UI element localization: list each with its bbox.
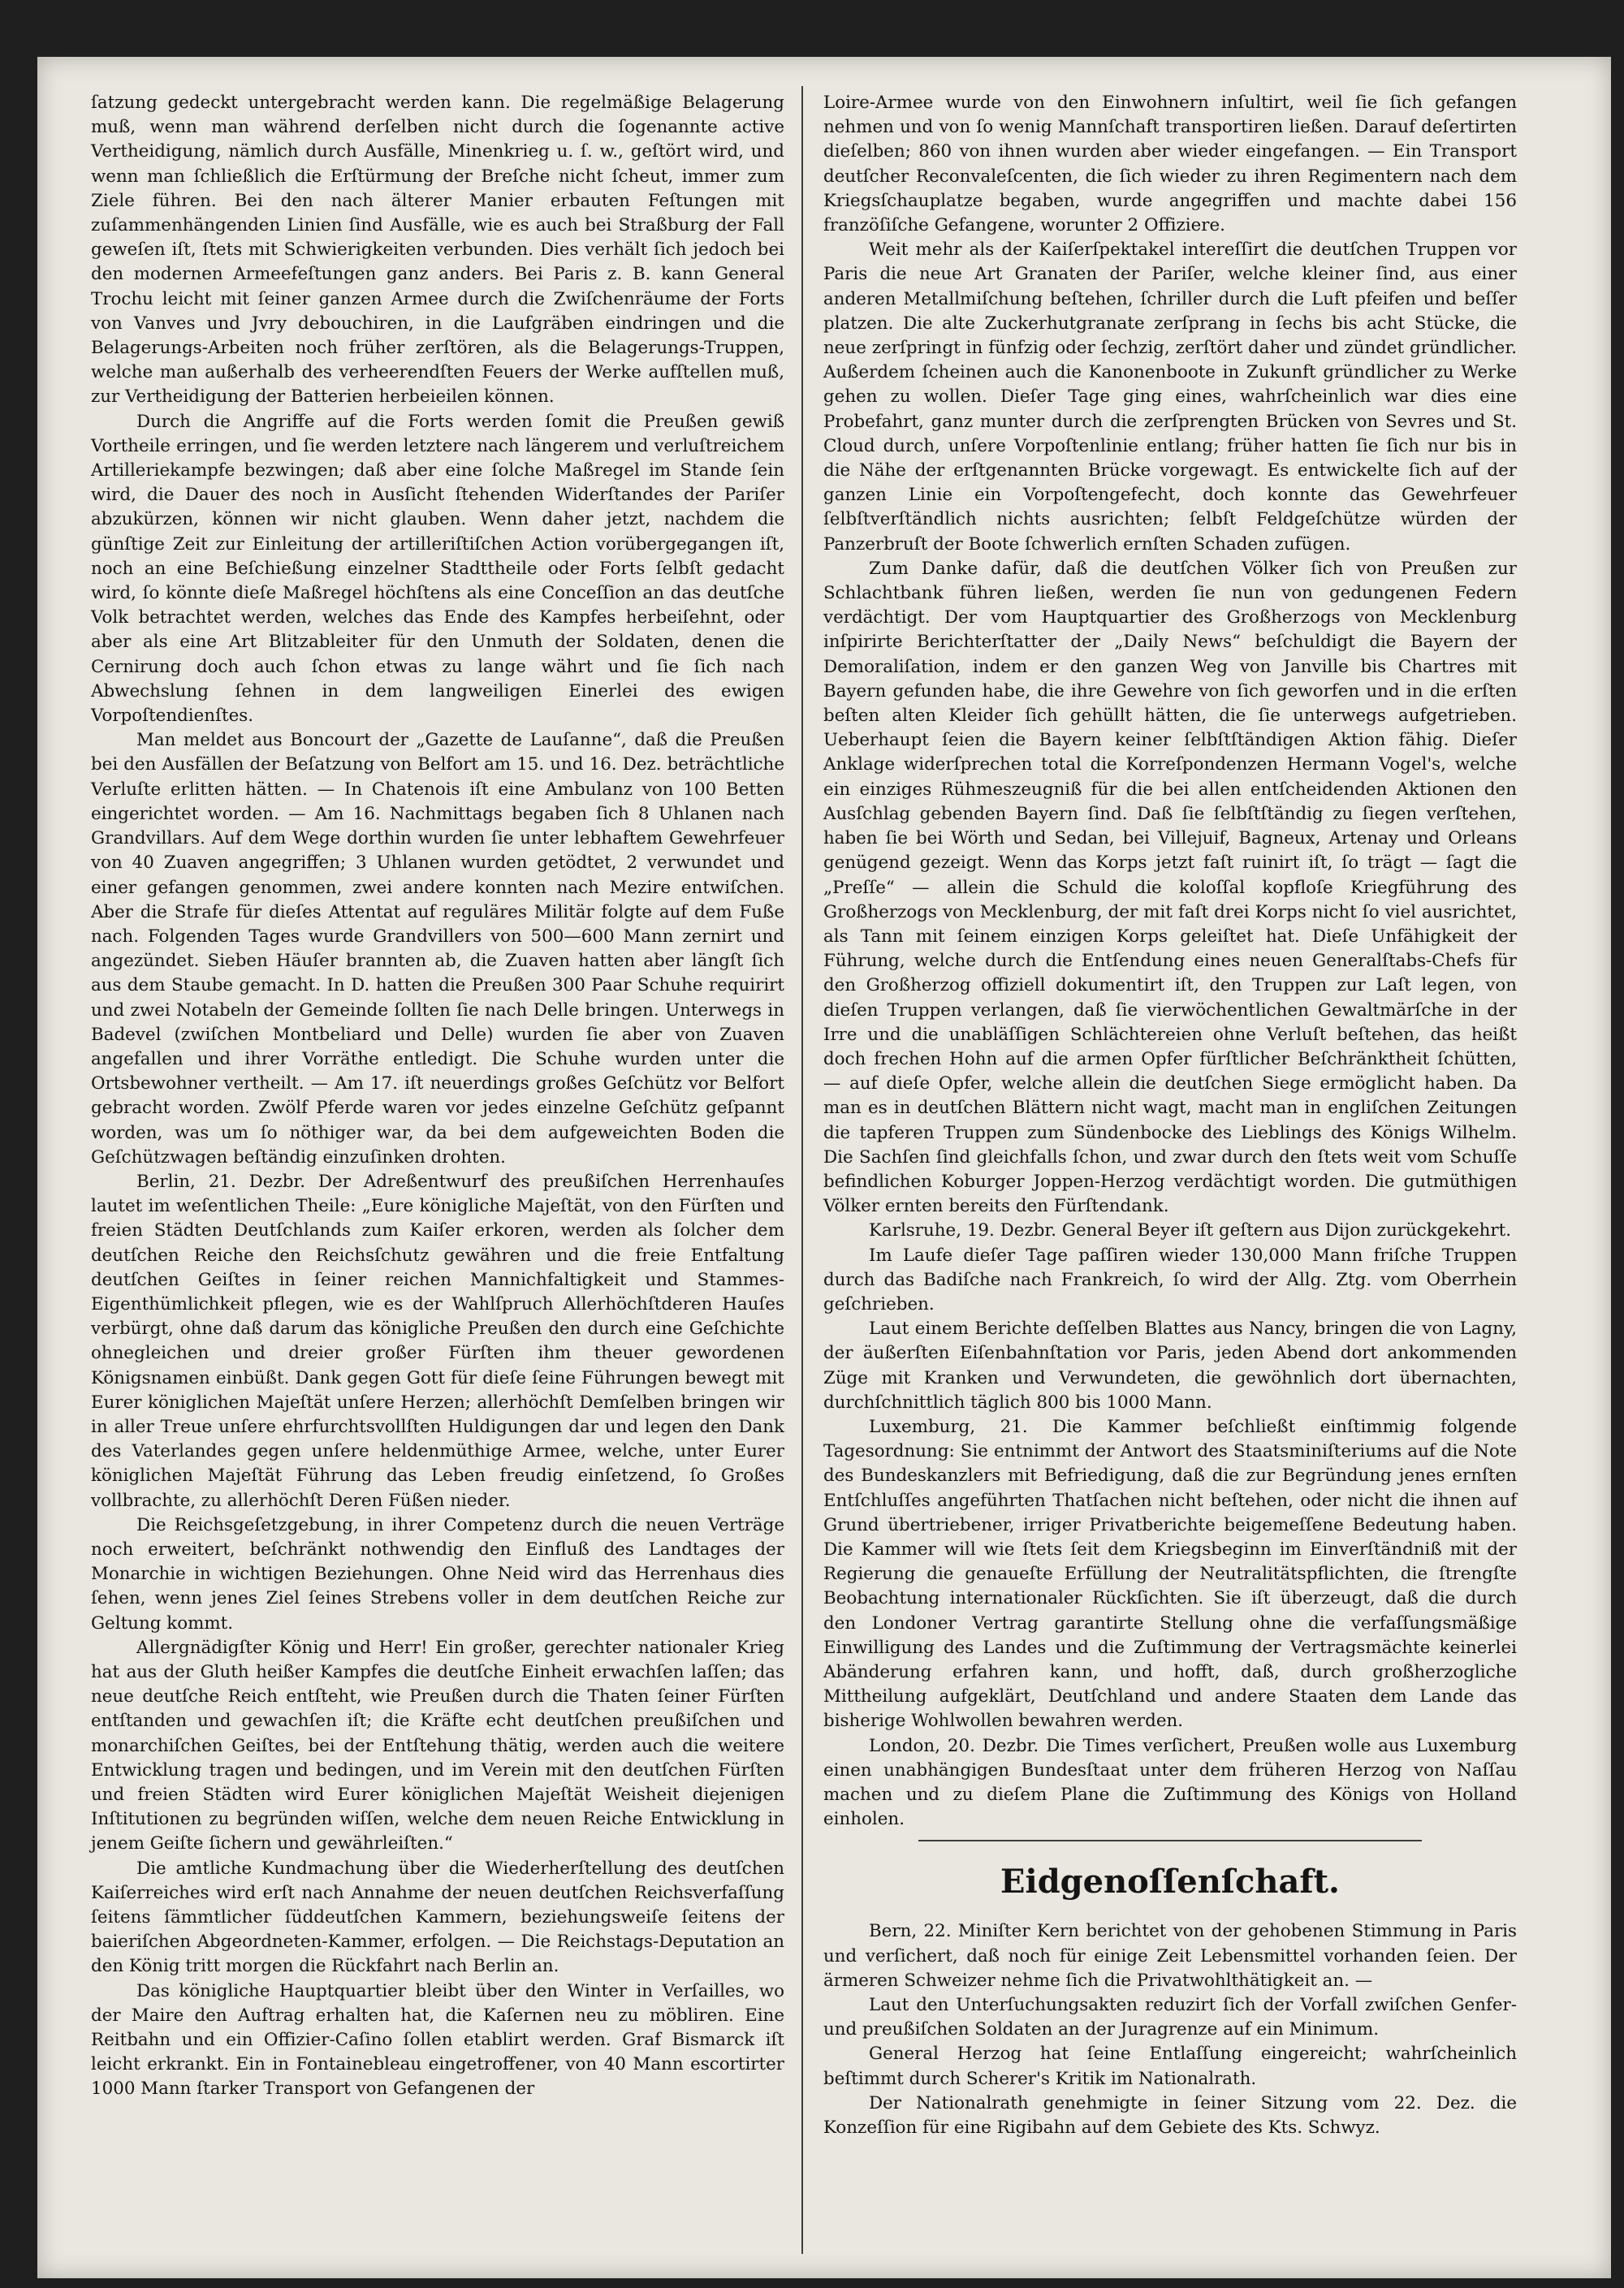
paragraph-untersuchungsakten: Laut den Unterſuchungsakten reduzirt ſich der Vorfall zwiſchen Genfer- und preußiſchen Soldaten an der Juragrenze auf ein Minimum. xyxy=(823,1995,1517,2040)
newspaper-page xyxy=(37,57,1611,2278)
paragraph-hauptquartier: Das königliche Hauptquartier bleibt über den Winter in Verſailles, wo der Maire den Auftrag erhalten hat, die Kaſernen neu zu möbliren. Eine Reitbahn und ein Offizier-Caſino ſollen etablirt werden. Graf Bismarck iſt leicht erkrankt. Ein in Fontainebleau eingetroffener, von 40 Mann escortirter 1000 Mann ſtarker Transport von Gefangenen der xyxy=(91,1980,784,2100)
left-column xyxy=(91,91,784,2102)
paragraph-general-herzog: General Herzog hat ſeine Entlaſſung eingereicht; wahrſcheinlich beſtimmt durch Scherer's Kritik im Nationalrath. xyxy=(823,2044,1517,2089)
paragraph-nancy-bericht: Laut einem Berichte deſſelben Blattes aus Nancy, bringen die von Lagny, der äußerſten Eiſenbahnſtation vor Paris, jeden Abend dort ankommenden Züge mit Kranken und Verwundeten, die gewöhnlich dort übernachten, durchſchnittlich täglich 800 bis 1000 Mann. xyxy=(823,1319,1517,1413)
column-divider xyxy=(801,86,803,2254)
paragraph-nationalrath: Der Nationalrath genehmigte in ſeiner Sitzung vom 22. Dez. die Konzeſſion für eine Rigibahn auf dem Gebiete des Kts. Schwyz. xyxy=(823,2092,1517,2139)
section-heading-eidgenossenschaft: Eidgenoſſenſchaft. xyxy=(1000,1863,1340,1902)
paragraph-fortress-siege: ſatzung gedeckt untergebracht werden kann. Die regelmäßige Belagerung muß, wenn man während derſelben nicht durch die ſogenannte active Vertheidigung, nämlich durch Ausfälle, Minenkrieg u. ſ. w., geſtört wird, und wenn man ſchließlich die Erſtürmung der Breſche nicht ſcheut, immer zum Ziele führen. Bei den nach älterer Manier erbauten Feſtungen mit zuſammenhängenden Linien ſind Ausfälle, wie es auch bei Straßburg der Fall geweſen iſt, ſtets mit Schwierigkeiten verbunden. Dies verhält ſich jedoch bei den modernen Armeefeſtungen ganz anders. Bei Paris z. B. kann General Trochu leicht mit ſeiner ganzen Armee durch die Zwiſchenräume der Forts von Vanves und Jvry debouchiren, in die Laufgräben eindringen und die Belagerungs-Arbeiten noch früher zerſtören, als die Belagerungs-Truppen, welche man außerhalb des verheerendſten Feuers der Werke aufſtellen muß, zur Vertheidigung der Batterien herbeieilen können. xyxy=(91,93,784,408)
paragraph-granaten: Weit mehr als der Kaiſerſpektakel intereſſirt die deutſchen Truppen vor Paris die neue Art Granaten der Pariſer, welche kleiner ſind, aus einer anderen Metallmiſchung beſtehen, ſchriller durch die Luft pfeifen und beſſer platzen. Die alte Zuckerhutgranate zerſprang in ſechs bis acht Stücke, die neue zerſpringt in fünfzig oder ſechzig, zerſtört daher und zündet gründlicher. Außerdem ſcheinen auch die Kanonenboote in Zukunft gründlicher zu Werke gehen zu wollen. Dieſer Tage ging eines, wahrſcheinlich war dies eine Probefahrt, ganz munter durch die zerſprengten Brücken von Sevres und St. Cloud durch, unſere Vorpoſtenlinie entlang; früher hatten ſie ſich nur bis in die Nähe der erſtgenannten Brücke vorgewagt. Es entwickelte ſich auf der ganzen Linie ein Vorpoſtengefecht, doch konnte das Gewehrfeuer ſelbſtverſtändlich nichts ausrichten; ſelbſt Feldgeſchütze würden der Panzerbruſt der Boote ſchwerlich ernſten Schaden zufügen. xyxy=(823,240,1517,555)
paragraph-truppen-durchzug: Im Laufe dieſer Tage paſſiren wieder 130,000 Mann friſche Truppen durch das Badiſche nach Frankreich, ſo wird der Allg. Ztg. vom Oberrhein geſchrieben. xyxy=(823,1245,1517,1315)
paragraph-reichsgesetzgebung: Die Reichsgeſetzgebung, in ihrer Competenz durch die neuen Verträge noch erweitert, beſchränkt nothwendig den Einfluß des Landtages der Monarchie in wichtigen Beziehungen. Ohne Neid wird das Herrenhaus dies ſehen, wenn jenes Ziel ſeines Strebens voller in dem deutſchen Reiche zur Geltung kommt. xyxy=(91,1514,784,1634)
paragraph-zum-danke: Zum Danke dafür, daß die deutſchen Völker ſich von Preußen zur Schlachtbank führen ließen, werden ſie nun von gedungenen Federn verdächtigt. Der vom Hauptquartier des Großherzogs von Mecklenburg inſpirirte Berichterſtatter der „Daily News“ beſchuldigt die Bayern der Demoraliſation, indem er den ganzen Weg von Janville bis Chartres mit Bayern gefunden habe, die ihre Gewehre von ſich geworfen und in die erſten beſten alten Kleider ſich gehüllt hätten, die ſie unterwegs aufgetrieben. Ueberhaupt ſeien die Bayern keiner ſelbſtſtändigen Aktion fähig. Dieſer Anklage widerſprechen total die Korreſpondenzen Hermann Vogel's, welche ein einziges Rühmeszeugniß für die bei allen entſcheidenden Aktionen den Ausſchlag gebenden Bayern ſind. Daß ſie ſelbſtſtändig zu ſiegen verſtehen, haben ſie bei Wörth und Sedan, bei Villejuif, Bagneux, Artenay und Orleans genügend gezeigt. Wenn das Korps jetzt faſt ruinirt iſt, ſo trägt — ſagt die „Preſſe“ — allein die Schuld die koloſſal kopfloſe Kriegführung des Großherzogs von Mecklenburg, der mit faſt drei Korps nicht ſo viel ausrichtet, als Tann mit ſeinem einzigen Korps geleiſtet hat. Dieſe Unfähigkeit der Führung, welche durch die Entſendung eines neuen Generalſtabs-Chefs für den Großherzog offiziell dokumentirt iſt, den Truppen zur Laſt legen, von dieſen Truppen verlangen, daß ſie vierwöchentlichen Gewaltmärſche in der Irre und die unabläſſigen Schlächtereien ohne Verluſt beſtehen, das heißt doch frechen Hohn auf die armen Opfer fürſtlicher Beſchränktheit ſchütten, — auf dieſe Opfer, welche allein die deutſchen Siege ermöglicht haben. Da man es in deutſchen Blättern nicht wagt, macht man in engliſchen Zeitungen die tapferen Truppen zum Sündenbocke des Lieblings des Königs Wilhelm. Die Sachſen ſind gleichfalls ſchon, und zwar durch den ſtets weit vom Schuſſe befindlichen Koburger Joppen-Herzog verdächtigt worden. Die gutmüthigen Völker ernten bereits den Fürſtendank. xyxy=(823,558,1517,1217)
paragraph-luxemburg: Luxemburg, 21. Die Kammer beſchließt einſtimmig folgende Tagesordnung: Sie entnimmt der Antwort des Staatsminiſteriums auf die Note des Bundeskanzlers mit Befriedigung, daß die zur Begründung jenes ernſten Entſchluſſes angeführten Thatſachen nicht beſtehen, oder nicht die ihnen auf Grund übertriebener, irriger Privatberichte beigemeſſene Bedeutung haben. Die Kammer will wie ſtets ſeit dem Kriegsbeginn im Einverſtändniß mit der Regierung die genaueſte Erfüllung der Neutralitätspflichten, die ſtrengſte Beobachtung internationaler Rückſichten. Sie iſt überzeugt, daß die durch den Londoner Vertrag garantirte Stellung ohne die verfaſſungsmäßige Einwilligung des Landes und die Zuſtimmung der Vertragsmächte keinerlei Abänderung erfahren kann, und hofft, daß, durch großherzogliche Mittheilung aufgeklärt, Deutſchland und andere Staaten dem Lande das bisherige Wohlwollen bewahren werden. xyxy=(823,1416,1517,1732)
paragraph-london: London, 20. Dezbr. Die Times verſichert, Preußen wolle aus Luxemburg einen unabhängigen Bundesſtaat unter dem früheren Herzog von Naſſau machen und zu dieſem Plane die Zuſtimmung des Königs von Holland einholen. xyxy=(823,1735,1517,1830)
paragraph-kundmachung: Die amtliche Kundmachung über die Wiederherſtellung des deutſchen Kaiſerreiches wird erſt nach Annahme der neuen deutſchen Reichsverfaſſung ſeitens ſämmtlicher ſüddeutſchen Kammern, beziehungsweiſe ſeitens der baieriſchen Abgeordneten-Kammer, erfolgen. — Die Reichstags-Deputation an den König tritt morgen die Rückfahrt nach Berlin an. xyxy=(91,1858,784,1977)
paragraph-attacks-on-forts: Durch die Angriffe auf die Forts werden ſomit die Preußen gewiß Vortheile erringen, und ſie werden letztere nach längerem und verluſtreichem Artilleriekampfe bezwingen; daß aber eine ſolche Maßregel im Stande ſein wird, die Dauer des noch in Ausſicht ſtehenden Widerſtandes der Pariſer abzukürzen, können wir nicht glauben. Wenn daher jetzt, nachdem die günſtige Zeit zur Einleitung der artilleriſtiſchen Action vorübergegangen iſt, noch an eine Beſchießung einzelner Stadttheile oder Forts ſelbſt gedacht wird, ſo könnte dieſe Maßregel höchſtens als eine Conceſſion an das deutſche Volk betrachtet werden, welches das Ende des Kampfes herbeiſehnt, oder aber als eine Art Blitzableiter für den Unmuth der Soldaten, denen die Cernirung doch auch ſchon etwas zu lange währt und ſie ſich nach Abwechslung ſehnen in dem langweiligen Einerlei des ewigen Vorpoſtendienſtes. xyxy=(91,411,784,727)
section-rule xyxy=(918,1840,1422,1841)
paragraph-bern: Bern, 22. Miniſter Kern berichtet von der gehobenen Stimmung in Paris und verſichert, daß noch für einige Zeit Lebensmittel vorhanden ſeien. Der ärmeren Schweizer nehme ſich die Privatwohlthätigkeit an. — xyxy=(823,1921,1517,1991)
right-column xyxy=(823,91,1517,2140)
paragraph-belfort-report: Man meldet aus Boncourt der „Gazette de Lauſanne“, daß die Preußen bei den Ausfällen der Beſatzung von Belfort am 15. und 16. Dez. beträchtliche Verluſte erlitten hätten. — In Chatenois iſt eine Ambulanz von 100 Betten eingerichtet worden. — Am 16. Nachmittags begaben ſich 8 Uhlanen nach Grandvillars. Auf dem Wege dorthin wurden ſie unter lebhaftem Gewehrfeuer von 40 Zuaven angegriffen; 3 Uhlanen wurden getödtet, 2 verwundet und einer gefangen genommen, zwei andere konnten nach Mezire entwiſchen. Aber die Strafe für dieſes Attentat auf reguläres Militär folgte auf dem Fuße nach. Folgenden Tages wurde Grandvillers von 500—600 Mann zernirt und angezündet. Sieben Häuſer brannten ab, die Zuaven hatten aber längſt ſich aus dem Staube gemacht. In D. hatten die Preußen 300 Paar Schuhe requirirt und zwei Notabeln der Gemeinde ſollten ſie nach Delle bringen. Unterwegs in Badevel (zwiſchen Montbeliard und Delle) wurden ſie aber von Zuaven angefallen und ihrer Vorräthe entledigt. Die Schuhe wurden unter die Ortsbewohner vertheilt. — Am 17. iſt neuerdings großes Geſchütz vor Belfort gebracht worden. Zwölf Pferde waren vor jedes einzelne Geſchütz geſpannt worden, was um ſo nöthiger war, da bei dem aufgeweichten Boden die Geſchützwagen beſtändig einzuſinken drohten. xyxy=(91,730,784,1168)
paragraph-allergnaedigster: Allergnädigſter König und Herr! Ein großer, gerechter nationaler Krieg hat aus der Gluth heißer Kampfes die deutſche Einheit erwachſen laſſen; das neue deutſche Reich entſteht, wie Preußen durch die Thaten ſeiner Fürſten entſtanden und gewachſen iſt; die Kräfte echt deutſchen preußiſchen und monarchiſchen Geiſtes, bei der Entſtehung thätig, werden auch die weitere Entwicklung tragen und bedingen, und im Verein mit den deutſchen Fürſten und freien Städten wird Eurer königlichen Majeſtät Weisheit diejenigen Inſtitutionen zu begründen wiſſen, welche dem neuen Reiche Entwicklung in jenem Geiſte ſichern und gewährleiſten.“ xyxy=(91,1637,784,1854)
paragraph-loire-armee: Loire-Armee wurde von den Einwohnern inſultirt, weil ſie ſich gefangen nehmen und von ſo wenig Mannſchaft transportiren ließen. Darauf deſertirten dieſelben; 860 von ihnen wurden aber wieder eingefangen. — Ein Transport deutſcher Reconvaleſcenten, die ſich wieder zu ihren Regimentern nach dem Kriegsſchauplatze begaben, wurde angegriffen und machte dabei 156 franzöſiſche Gefangene, worunter 2 Offiziere. xyxy=(823,93,1517,236)
paragraph-berlin-address: Berlin, 21. Dezbr. Der Adreßentwurf des preußiſchen Herrenhauſes lautet im weſentlichen Theile: „Eure königliche Majeſtät, von den Fürſten und freien Städten Deutſchlands zum Kaiſer erkoren, werden als ſolcher dem deutſchen Reiche den Reichsſchutz gewähren und die freie Entfaltung deutſchen Geiſtes in ſeiner reichen Mannichfaltigkeit und Stammes-Eigenthümlichkeit pflegen, wie es der Wahlſpruch Allerhöchſtderen Hauſes verbürgt, ohne daß darum das königliche Preußen den durch eine Geſchichte ohnegleichen und dreier großer Fürſten ihm theuer gewordenen Königsnamen einbüßt. Dank gegen Gott für dieſe ſeine Führungen bewegt mit Eurer königlichen Majeſtät unſere Herzen; allerhöchſt Demſelben bringen wir in aller Treue unſere ehrfurchtsvollſten Huldigungen dar und legen den Dank des Vaterlandes gegen unſere heldenmüthige Armee, welche, unter Eurer königlichen Majeſtät Führung das Leben freudig einſetzend, ſo Großes vollbrachte, zu allerhöchſt Deren Füßen nieder. xyxy=(91,1171,784,1511)
paragraph-karlsruhe: Karlsruhe, 19. Dezbr. General Beyer iſt geſtern aus Dijon zurückgekehrt. xyxy=(869,1220,1512,1241)
